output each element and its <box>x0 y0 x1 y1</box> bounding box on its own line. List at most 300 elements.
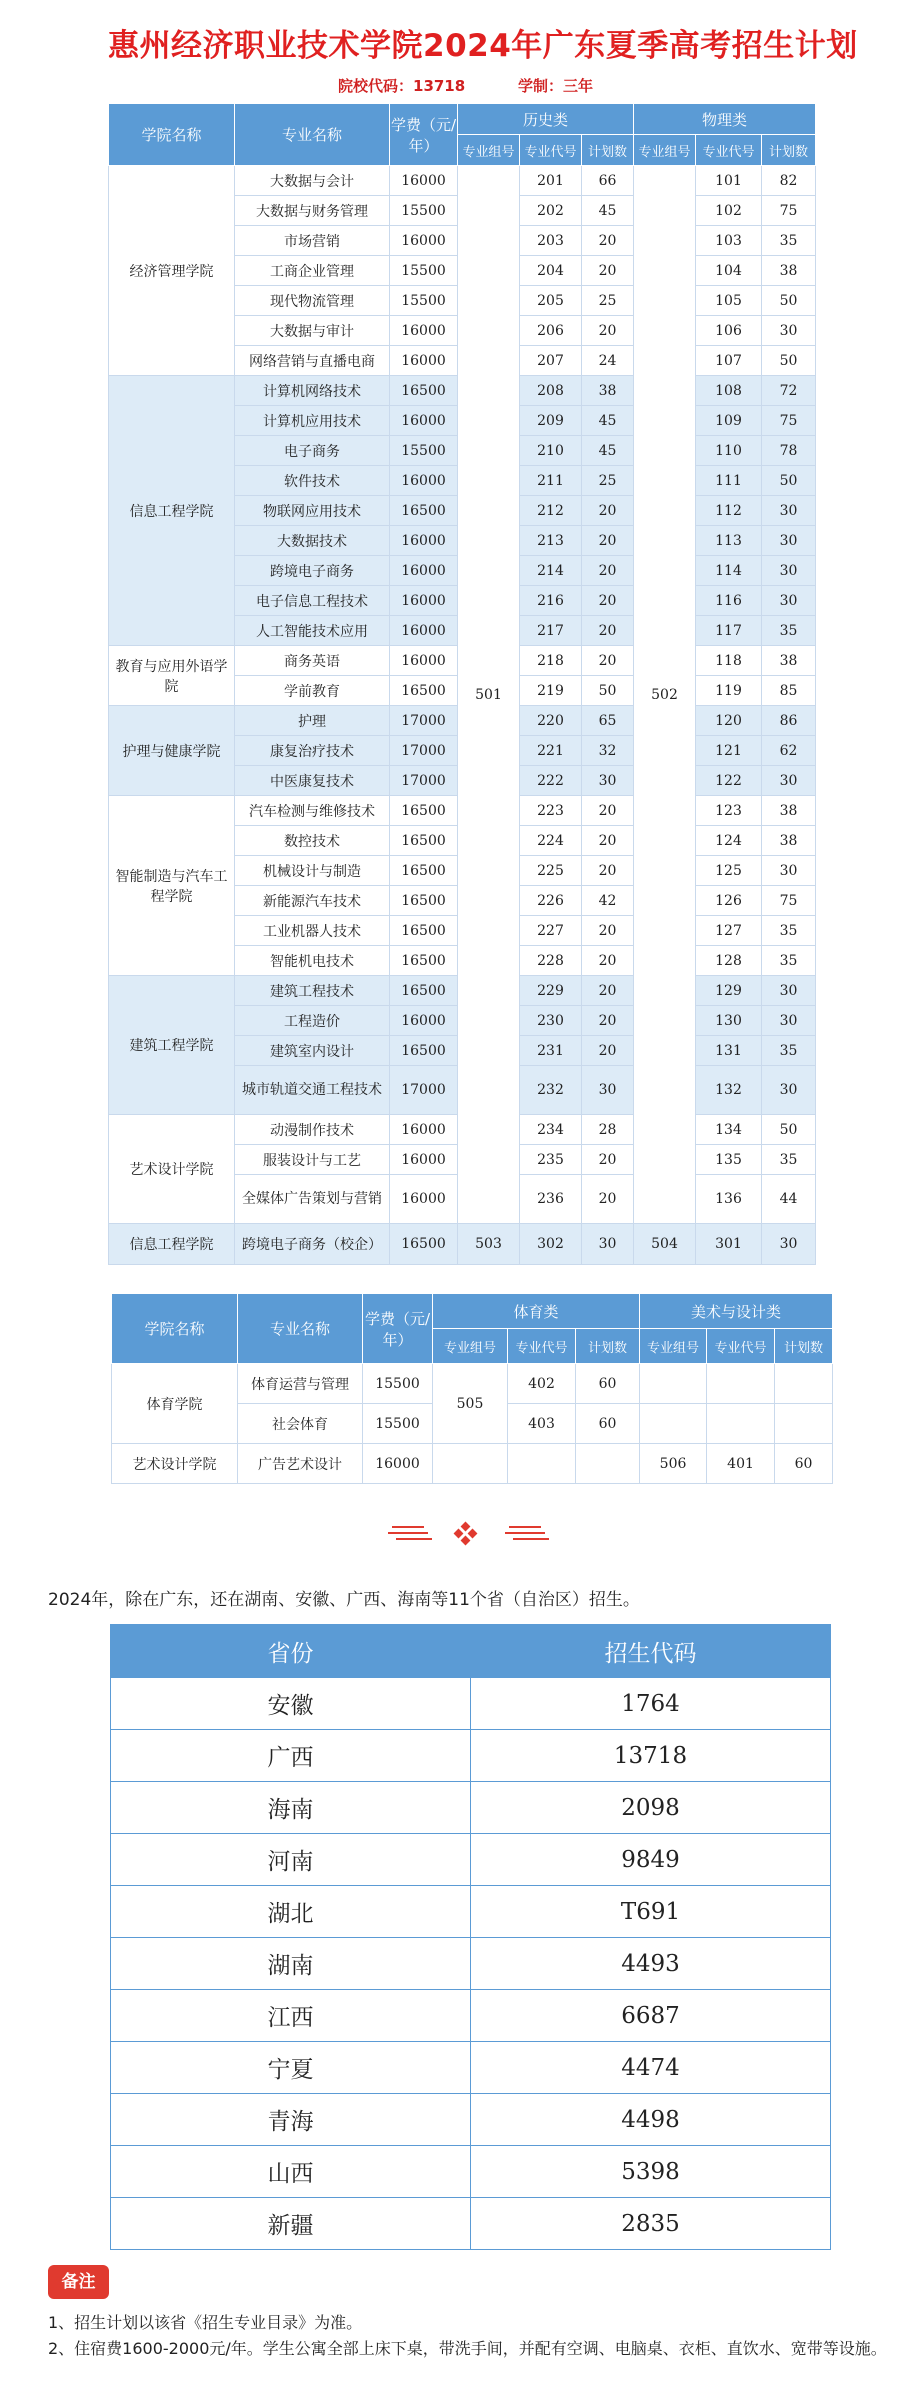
college-cell: 教育与应用外语学院 <box>109 646 235 706</box>
col-header-province: 省份 <box>111 1625 471 1678</box>
col-header-major: 专业名称 <box>235 104 390 166</box>
history-code-cell: 302 <box>520 1224 582 1265</box>
major-cell: 人工智能技术应用 <box>235 616 390 646</box>
major-cell: 大数据与会计 <box>235 166 390 196</box>
history-code-cell: 219 <box>520 676 582 706</box>
physics-code-cell: 126 <box>696 886 762 916</box>
history-plan-cell: 28 <box>582 1115 634 1145</box>
province-code-body <box>111 1678 831 2250</box>
physics-plan-cell: 35 <box>762 916 816 946</box>
col-header-sports-group: 专业组号 <box>433 1329 508 1364</box>
divider-ornament-icon <box>0 1515 919 1555</box>
history-code-cell: 214 <box>520 556 582 586</box>
major-cell: 软件技术 <box>235 466 390 496</box>
fee-cell: 16000 <box>390 526 458 556</box>
fee-cell: 17000 <box>390 736 458 766</box>
physics-code-cell: 127 <box>696 916 762 946</box>
province-cell: 河南 <box>111 1834 471 1886</box>
history-plan-cell: 20 <box>582 646 634 676</box>
history-plan-cell: 45 <box>582 436 634 466</box>
history-plan-cell: 65 <box>582 706 634 736</box>
history-code-cell: 204 <box>520 256 582 286</box>
history-code-cell: 220 <box>520 706 582 736</box>
col-header-sports: 体育类 <box>433 1294 640 1329</box>
empty-cell <box>433 1444 508 1484</box>
col-header-art: 美术与设计类 <box>640 1294 833 1329</box>
physics-code-cell: 108 <box>696 376 762 406</box>
fee-cell: 16000 <box>390 226 458 256</box>
physics-code-cell: 128 <box>696 946 762 976</box>
fee-cell: 16000 <box>390 586 458 616</box>
major-cell: 大数据技术 <box>235 526 390 556</box>
history-group-cell: 503 <box>458 1224 520 1265</box>
major-cell: 服装设计与工艺 <box>235 1145 390 1175</box>
history-plan-cell: 20 <box>582 496 634 526</box>
physics-plan-cell: 35 <box>762 946 816 976</box>
physics-plan-cell: 35 <box>762 1145 816 1175</box>
physics-plan-cell: 44 <box>762 1175 816 1224</box>
history-plan-cell: 20 <box>582 526 634 556</box>
study-duration: 学制：三年 <box>518 77 594 95</box>
history-plan-cell: 66 <box>582 166 634 196</box>
history-code-cell: 207 <box>520 346 582 376</box>
history-plan-cell: 20 <box>582 1175 634 1224</box>
code-cell: 13718 <box>471 1730 831 1782</box>
physics-plan-cell: 35 <box>762 226 816 256</box>
physics-code-cell: 101 <box>696 166 762 196</box>
sports-code-cell: 403 <box>508 1404 576 1444</box>
major-cell: 智能机电技术 <box>235 946 390 976</box>
physics-code-cell: 121 <box>696 736 762 766</box>
history-code-cell: 227 <box>520 916 582 946</box>
history-plan-cell: 25 <box>582 466 634 496</box>
province-cell: 青海 <box>111 2094 471 2146</box>
history-plan-cell: 30 <box>582 1224 634 1265</box>
table-row <box>109 166 816 196</box>
history-code-cell: 225 <box>520 856 582 886</box>
physics-plan-cell: 72 <box>762 376 816 406</box>
table-row <box>111 2146 831 2198</box>
table-row <box>111 1730 831 1782</box>
physics-plan-cell: 30 <box>762 316 816 346</box>
province-cell: 山西 <box>111 2146 471 2198</box>
major-cell: 广告艺术设计 <box>238 1444 363 1484</box>
physics-code-cell: 124 <box>696 826 762 856</box>
physics-code-cell: 111 <box>696 466 762 496</box>
college-cell: 艺术设计学院 <box>109 1115 235 1224</box>
fee-cell: 16000 <box>390 1115 458 1145</box>
history-plan-cell: 20 <box>582 856 634 886</box>
empty-cell <box>640 1364 707 1404</box>
major-cell: 城市轨道交通工程技术 <box>235 1066 390 1115</box>
history-code-cell: 203 <box>520 226 582 256</box>
col-header-history-group: 专业组号 <box>458 135 520 166</box>
col-header-art-group: 专业组号 <box>640 1329 707 1364</box>
physics-plan-cell: 78 <box>762 436 816 466</box>
province-cell: 宁夏 <box>111 2042 471 2094</box>
fee-cell: 16000 <box>390 616 458 646</box>
physics-code-cell: 117 <box>696 616 762 646</box>
college-cell: 艺术设计学院 <box>112 1444 238 1484</box>
major-cell: 建筑室内设计 <box>235 1036 390 1066</box>
major-cell: 电子商务 <box>235 436 390 466</box>
code-cell: T691 <box>471 1886 831 1938</box>
province-cell: 江西 <box>111 1990 471 2042</box>
physics-code-cell: 301 <box>696 1224 762 1265</box>
major-cell: 新能源汽车技术 <box>235 886 390 916</box>
history-plan-cell: 20 <box>582 556 634 586</box>
major-cell: 康复治疗技术 <box>235 736 390 766</box>
code-cell: 4493 <box>471 1938 831 1990</box>
col-header-history-plan: 计划数 <box>582 135 634 166</box>
physics-plan-cell: 30 <box>762 1224 816 1265</box>
major-cell: 社会体育 <box>238 1404 363 1444</box>
col-header-art-code: 专业代号 <box>707 1329 775 1364</box>
col-header-college: 学院名称 <box>112 1294 238 1364</box>
province-cell: 湖南 <box>111 1938 471 1990</box>
history-plan-cell: 20 <box>582 916 634 946</box>
history-plan-cell: 20 <box>582 976 634 1006</box>
fee-cell: 17000 <box>390 766 458 796</box>
history-plan-cell: 32 <box>582 736 634 766</box>
fee-cell: 16500 <box>390 496 458 526</box>
major-cell: 大数据与审计 <box>235 316 390 346</box>
physics-plan-cell: 50 <box>762 346 816 376</box>
physics-plan-cell: 50 <box>762 466 816 496</box>
fee-cell: 16500 <box>390 856 458 886</box>
section-divider <box>0 1515 919 1555</box>
physics-plan-cell: 35 <box>762 1036 816 1066</box>
physics-plan-cell: 86 <box>762 706 816 736</box>
empty-cell <box>775 1404 833 1444</box>
physics-plan-cell: 30 <box>762 766 816 796</box>
table-row <box>111 1886 831 1938</box>
physics-code-cell: 103 <box>696 226 762 256</box>
history-plan-cell: 20 <box>582 1036 634 1066</box>
history-code-cell: 228 <box>520 946 582 976</box>
physics-plan-cell: 50 <box>762 286 816 316</box>
history-code-cell: 206 <box>520 316 582 346</box>
college-cell: 智能制造与汽车工程学院 <box>109 796 235 976</box>
province-cell: 新疆 <box>111 2198 471 2250</box>
major-cell: 网络营销与直播电商 <box>235 346 390 376</box>
major-cell: 大数据与财务管理 <box>235 196 390 226</box>
history-plan-cell: 50 <box>582 676 634 706</box>
fee-cell: 17000 <box>390 706 458 736</box>
notes-badge: 备注 <box>48 2265 109 2299</box>
col-header-major: 专业名称 <box>238 1294 363 1364</box>
physics-code-cell: 120 <box>696 706 762 736</box>
major-cell: 体育运营与管理 <box>238 1364 363 1404</box>
history-code-cell: 236 <box>520 1175 582 1224</box>
history-plan-cell: 20 <box>582 586 634 616</box>
code-cell: 1764 <box>471 1678 831 1730</box>
history-code-cell: 218 <box>520 646 582 676</box>
physics-code-cell: 134 <box>696 1115 762 1145</box>
physics-group-cell: 504 <box>634 1224 696 1265</box>
physics-plan-cell: 85 <box>762 676 816 706</box>
history-plan-cell: 20 <box>582 616 634 646</box>
major-cell: 数控技术 <box>235 826 390 856</box>
physics-plan-cell: 30 <box>762 586 816 616</box>
fee-cell: 16000 <box>390 166 458 196</box>
fee-cell: 15500 <box>390 196 458 226</box>
table-row <box>111 1678 831 1730</box>
col-header-physics-group: 专业组号 <box>634 135 696 166</box>
fee-cell: 16000 <box>390 1175 458 1224</box>
physics-group-cell: 502 <box>634 166 696 1224</box>
history-code-cell: 230 <box>520 1006 582 1036</box>
college-cell: 信息工程学院 <box>109 376 235 646</box>
history-plan-cell: 20 <box>582 256 634 286</box>
history-group-cell: 501 <box>458 166 520 1224</box>
fee-cell: 15500 <box>390 436 458 466</box>
physics-plan-cell: 62 <box>762 736 816 766</box>
table-row <box>109 1224 816 1265</box>
history-code-cell: 229 <box>520 976 582 1006</box>
province-cell: 广西 <box>111 1730 471 1782</box>
history-code-cell: 232 <box>520 1066 582 1115</box>
fee-cell: 15500 <box>390 256 458 286</box>
history-plan-cell: 45 <box>582 406 634 436</box>
physics-code-cell: 109 <box>696 406 762 436</box>
physics-plan-cell: 30 <box>762 1006 816 1036</box>
physics-code-cell: 123 <box>696 796 762 826</box>
major-cell: 商务英语 <box>235 646 390 676</box>
table-row <box>111 1990 831 2042</box>
major-cell: 物联网应用技术 <box>235 496 390 526</box>
code-cell: 4474 <box>471 2042 831 2094</box>
table-row <box>111 2094 831 2146</box>
physics-plan-cell: 30 <box>762 556 816 586</box>
physics-code-cell: 112 <box>696 496 762 526</box>
fee-cell: 16000 <box>390 346 458 376</box>
empty-cell <box>775 1364 833 1404</box>
sports-code-cell: 402 <box>508 1364 576 1404</box>
fee-cell: 15500 <box>363 1364 433 1404</box>
code-cell: 9849 <box>471 1834 831 1886</box>
fee-cell: 16000 <box>390 406 458 436</box>
physics-code-cell: 135 <box>696 1145 762 1175</box>
fee-cell: 16500 <box>390 826 458 856</box>
history-code-cell: 216 <box>520 586 582 616</box>
fee-cell: 15500 <box>363 1404 433 1444</box>
major-cell: 跨境电子商务 <box>235 556 390 586</box>
art-group-cell: 506 <box>640 1444 707 1484</box>
physics-plan-cell: 75 <box>762 886 816 916</box>
physics-code-cell: 107 <box>696 346 762 376</box>
major-cell: 电子信息工程技术 <box>235 586 390 616</box>
admission-plan-title: 惠州经济职业技术学院2024年广东夏季高考招生计划 <box>108 28 858 64</box>
physics-plan-cell: 30 <box>762 856 816 886</box>
history-code-cell: 208 <box>520 376 582 406</box>
history-code-cell: 205 <box>520 286 582 316</box>
physics-code-cell: 110 <box>696 436 762 466</box>
history-code-cell: 213 <box>520 526 582 556</box>
col-header-college: 学院名称 <box>109 104 235 166</box>
col-header-art-plan: 计划数 <box>775 1329 833 1364</box>
physics-code-cell: 113 <box>696 526 762 556</box>
physics-plan-cell: 75 <box>762 196 816 226</box>
physics-code-cell: 136 <box>696 1175 762 1224</box>
fee-cell: 16500 <box>390 916 458 946</box>
physics-plan-cell: 38 <box>762 796 816 826</box>
history-plan-cell: 20 <box>582 1006 634 1036</box>
fee-cell: 16500 <box>390 1036 458 1066</box>
code-cell: 4498 <box>471 2094 831 2146</box>
fee-cell: 16500 <box>390 976 458 1006</box>
physics-code-cell: 118 <box>696 646 762 676</box>
sports-plan-cell: 60 <box>576 1404 640 1444</box>
fee-cell: 16000 <box>363 1444 433 1484</box>
fee-cell: 17000 <box>390 1066 458 1115</box>
col-header-physics-plan: 计划数 <box>762 135 816 166</box>
history-code-cell: 235 <box>520 1145 582 1175</box>
history-code-cell: 202 <box>520 196 582 226</box>
history-plan-cell: 42 <box>582 886 634 916</box>
col-header-sports-code: 专业代号 <box>508 1329 576 1364</box>
code-cell: 2835 <box>471 2198 831 2250</box>
fee-cell: 16000 <box>390 646 458 676</box>
fee-cell: 16500 <box>390 796 458 826</box>
physics-plan-cell: 50 <box>762 1115 816 1145</box>
table-row <box>112 1444 833 1484</box>
empty-cell <box>508 1444 576 1484</box>
notes-list <box>48 2310 903 2362</box>
physics-code-cell: 106 <box>696 316 762 346</box>
history-plan-cell: 45 <box>582 196 634 226</box>
table-row <box>111 1938 831 1990</box>
history-plan-cell: 20 <box>582 316 634 346</box>
physics-plan-cell: 82 <box>762 166 816 196</box>
history-code-cell: 212 <box>520 496 582 526</box>
physics-plan-cell: 38 <box>762 826 816 856</box>
major-cell: 工商企业管理 <box>235 256 390 286</box>
physics-plan-cell: 30 <box>762 496 816 526</box>
table-row <box>111 2198 831 2250</box>
college-cell: 信息工程学院 <box>109 1224 235 1265</box>
sports-art-section <box>111 1293 832 1484</box>
province-cell: 海南 <box>111 1782 471 1834</box>
physics-code-cell: 102 <box>696 196 762 226</box>
history-code-cell: 201 <box>520 166 582 196</box>
table-row <box>111 2042 831 2094</box>
art-plan-cell: 60 <box>775 1444 833 1484</box>
school-info <box>108 69 833 103</box>
physics-code-cell: 122 <box>696 766 762 796</box>
history-plan-cell: 30 <box>582 1066 634 1115</box>
table-row <box>112 1364 833 1404</box>
admission-plan-table <box>108 103 816 1265</box>
empty-cell <box>576 1444 640 1484</box>
major-cell: 动漫制作技术 <box>235 1115 390 1145</box>
sports-plan-cell: 60 <box>576 1364 640 1404</box>
major-cell: 建筑工程技术 <box>235 976 390 1006</box>
history-plan-cell: 20 <box>582 826 634 856</box>
empty-cell <box>707 1364 775 1404</box>
history-code-cell: 231 <box>520 1036 582 1066</box>
history-plan-cell: 20 <box>582 946 634 976</box>
major-cell: 汽车检测与维修技术 <box>235 796 390 826</box>
history-code-cell: 217 <box>520 616 582 646</box>
history-plan-cell: 30 <box>582 766 634 796</box>
physics-code-cell: 132 <box>696 1066 762 1115</box>
col-header-history: 历史类 <box>458 104 634 135</box>
physics-code-cell: 105 <box>696 286 762 316</box>
empty-cell <box>707 1404 775 1444</box>
history-code-cell: 222 <box>520 766 582 796</box>
physics-code-cell: 116 <box>696 586 762 616</box>
province-code-table <box>110 1624 831 2250</box>
history-code-cell: 223 <box>520 796 582 826</box>
college-cell: 体育学院 <box>112 1364 238 1444</box>
col-header-fee: 学费（元/年） <box>363 1294 433 1364</box>
note-item: 1、招生计划以该省《招生专业目录》为准。 <box>48 2313 363 2332</box>
history-plan-cell: 25 <box>582 286 634 316</box>
college-cell: 护理与健康学院 <box>109 706 235 796</box>
col-header-physics-code: 专业代号 <box>696 135 762 166</box>
physics-plan-cell: 38 <box>762 646 816 676</box>
major-cell: 工程造价 <box>235 1006 390 1036</box>
physics-plan-cell: 38 <box>762 256 816 286</box>
province-cell: 安徽 <box>111 1678 471 1730</box>
fee-cell: 16000 <box>390 1145 458 1175</box>
col-header-history-code: 专业代号 <box>520 135 582 166</box>
table-row <box>111 1834 831 1886</box>
history-plan-cell: 20 <box>582 1145 634 1175</box>
physics-code-cell: 129 <box>696 976 762 1006</box>
fee-cell: 16500 <box>390 676 458 706</box>
history-plan-cell: 24 <box>582 346 634 376</box>
fee-cell: 16000 <box>390 1006 458 1036</box>
code-cell: 5398 <box>471 2146 831 2198</box>
fee-cell: 16500 <box>390 376 458 406</box>
major-cell: 中医康复技术 <box>235 766 390 796</box>
fee-cell: 16500 <box>390 886 458 916</box>
major-cell: 全媒体广告策划与营销 <box>235 1175 390 1224</box>
major-cell: 机械设计与制造 <box>235 856 390 886</box>
col-header-sports-plan: 计划数 <box>576 1329 640 1364</box>
major-cell: 学前教育 <box>235 676 390 706</box>
physics-plan-cell: 30 <box>762 976 816 1006</box>
history-code-cell: 221 <box>520 736 582 766</box>
fee-cell: 15500 <box>390 286 458 316</box>
col-header-physics: 物理类 <box>634 104 816 135</box>
code-cell: 6687 <box>471 1990 831 2042</box>
fee-cell: 16000 <box>390 556 458 586</box>
major-cell: 市场营销 <box>235 226 390 256</box>
physics-code-cell: 114 <box>696 556 762 586</box>
col-header-fee: 学费（元/年） <box>390 104 458 166</box>
physics-code-cell: 131 <box>696 1036 762 1066</box>
physics-plan-cell: 75 <box>762 406 816 436</box>
major-cell: 工业机器人技术 <box>235 916 390 946</box>
art-code-cell: 401 <box>707 1444 775 1484</box>
major-cell: 计算机应用技术 <box>235 406 390 436</box>
province-cell: 湖北 <box>111 1886 471 1938</box>
col-header-code: 招生代码 <box>471 1625 831 1678</box>
fee-cell: 16000 <box>390 466 458 496</box>
school-code: 院校代码：13718 <box>338 77 466 95</box>
physics-code-cell: 130 <box>696 1006 762 1036</box>
college-cell: 建筑工程学院 <box>109 976 235 1115</box>
history-code-cell: 234 <box>520 1115 582 1145</box>
history-plan-cell: 38 <box>582 376 634 406</box>
major-cell: 跨境电子商务（校企） <box>235 1224 390 1265</box>
table-row <box>111 1782 831 1834</box>
history-code-cell: 226 <box>520 886 582 916</box>
history-code-cell: 209 <box>520 406 582 436</box>
